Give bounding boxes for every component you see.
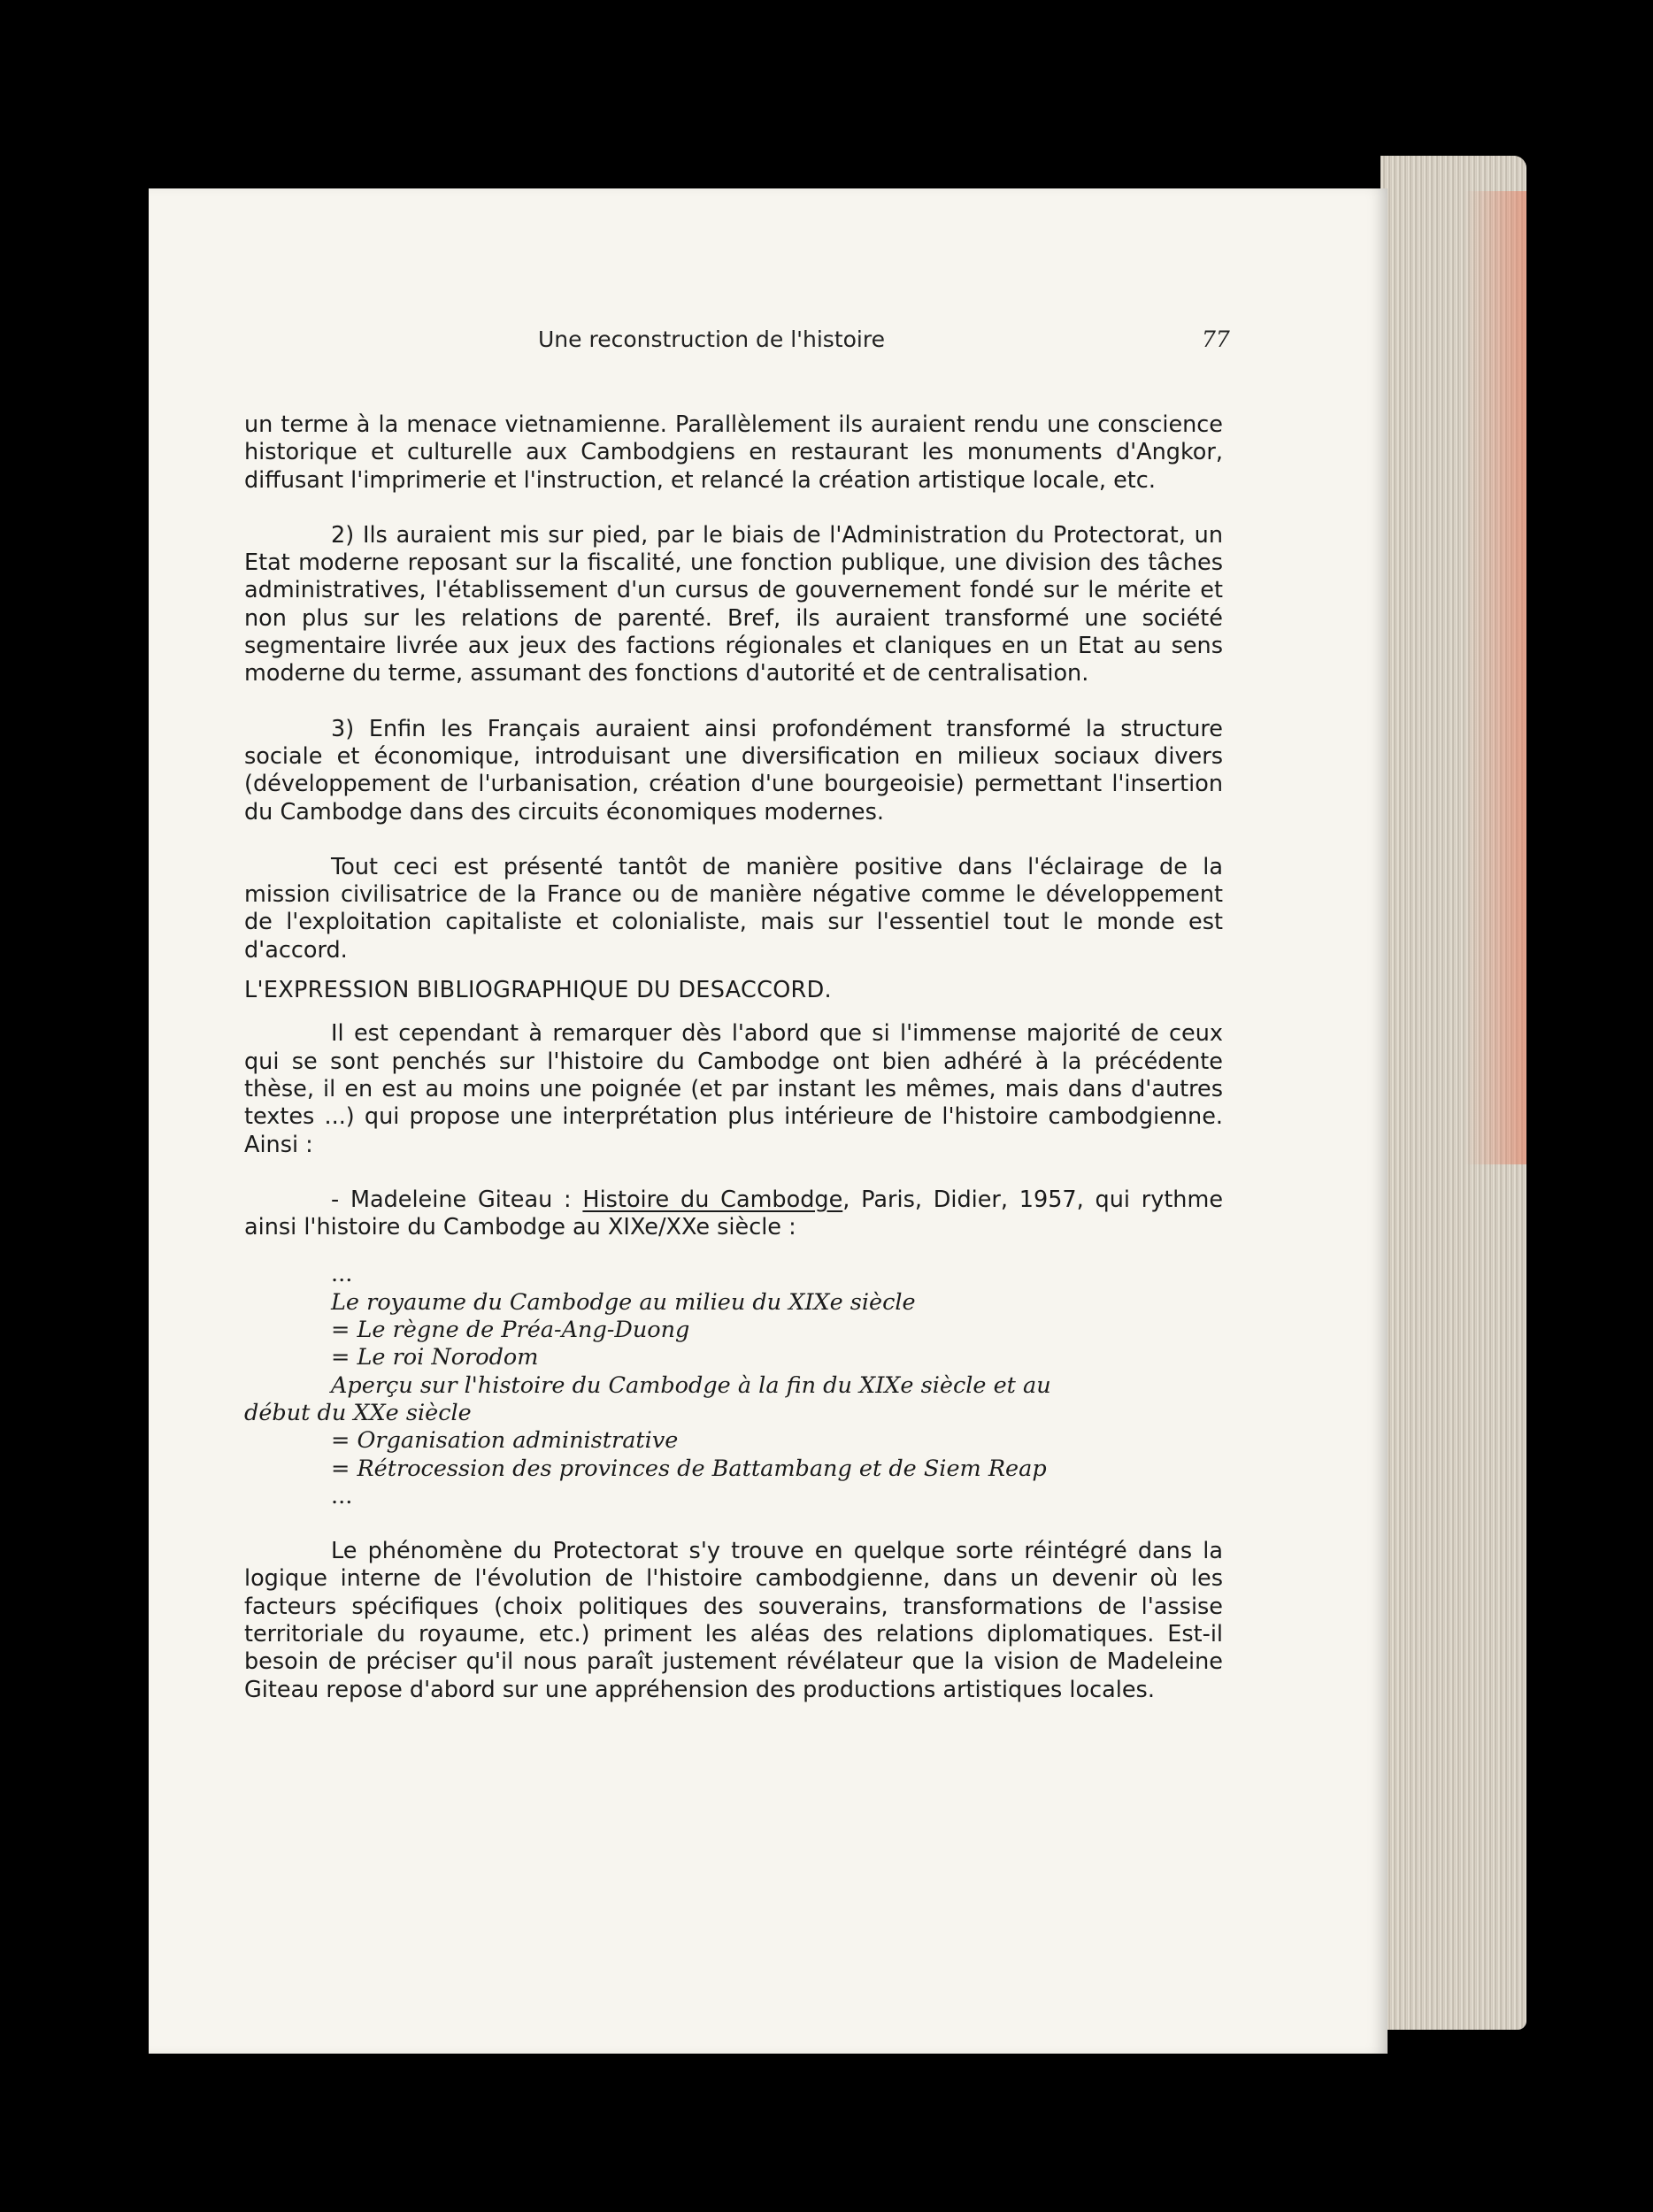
list-item: début du XXe siècle: [244, 1399, 472, 1426]
reference-author: - Madeleine Giteau :: [331, 1186, 583, 1213]
paragraph-4: Tout ceci est présenté tantôt de manière positive dans l'éclairage de la mission civilisatrice de la France ou de manière négative comme le développement de l'exploitation capitaliste et colonialiste, mais sur l'essentiel tout le monde est d'accord.: [244, 853, 1223, 964]
page-number: 77: [1202, 326, 1230, 352]
list-item: ...: [331, 1261, 353, 1288]
book-page-edges: [1380, 156, 1526, 2030]
list-item: = Le règne de Préa-Ang-Duong: [331, 1317, 690, 1344]
list-item: = Le roi Norodom: [331, 1344, 539, 1371]
paragraph-5: Il est cependant à remarquer dès l'abord que si l'immense majorité de ceux qui se sont penchés sur l'histoire du Cambodge ont bien adhéré à la précédente thèse, il en est au moins une poignée (et par instant les mêmes, mais dans d'autres textes ...) qui propose une interprétation plus intérieure de l'histoire cambodgienne. Ainsi :: [244, 1020, 1223, 1158]
list-item: Aperçu sur l'histoire du Cambodge à la fin du XIXe siècle et au: [331, 1371, 1051, 1399]
paragraph-1: un terme à la menace vietnamienne. Parallèlement ils auraient rendu une conscience historique et culturelle aux Cambodgiens en restaurant les monuments d'Angkor, diffusant l'imprimerie et l'instruction, et relancé la création artistique locale, etc.: [244, 411, 1223, 494]
list-item: = Rétrocession des provinces de Battambang et de Siem Reap: [331, 1455, 1047, 1482]
book-page: [149, 188, 1388, 2054]
list-item: = Organisation administrative: [331, 1427, 679, 1455]
section-heading: L'EXPRESSION BIBLIOGRAPHIQUE DU DESACCORD.: [244, 977, 832, 1004]
reference-details: , Paris, Didier, 1957, qui rythme ainsi l'histoire du Cambodge au XIXe/XXe siècle :: [244, 1186, 1224, 1241]
paragraph-7: Le phénomène du Protectorat s'y trouve en quelque sorte réintégré dans la logique interne de l'évolution de l'histoire cambodgienne, dans un devenir où les facteurs spécifiques (choix politiques des souverains, transformations de l'assise territoriale du royaume, etc.) priment les aléas des relations diplomatiques. Est-il besoin de préciser qu'il nous paraît justement révélateur que la vision de Madeleine Giteau repose d'abord sur une appréhension des productions artistiques locales.: [244, 1538, 1223, 1703]
reference-title: Histoire du Cambodge: [582, 1186, 843, 1213]
bibliography-reference: [244, 1187, 1223, 1242]
list-item: ...: [331, 1482, 353, 1509]
list-item: Le royaume du Cambodge au milieu du XIXe siècle: [331, 1288, 916, 1316]
body-text: [244, 411, 1223, 1704]
paragraph-2: 2) Ils auraient mis sur pied, par le biais de l'Administration du Protectorat, un Etat moderne reposant sur la fiscalité, une fonction publique, une division des tâches administratives, l'établissement d'un cursus de gouvernement fondé sur le mérite et non plus sur les relations de parenté. Bref, ils auraient transformé une société segmentaire livrée aux jeux des factions régionales et claniques en un Etat au sens moderne du terme, assumant des fonctions d'autorité et de centralisation.: [244, 521, 1223, 687]
paragraph-3: 3) Enfin les Français auraient ainsi profondément transformé la structure sociale et économique, introduisant une diversification en milieux sociaux divers (développement de l'urbanisation, création d'une bourgeoisie) permettant l'insertion du Cambodge dans des circuits économiques modernes.: [244, 715, 1223, 826]
running-head-title: Une reconstruction de l'histoire: [538, 326, 885, 352]
chapter-list: [244, 1261, 1223, 1510]
